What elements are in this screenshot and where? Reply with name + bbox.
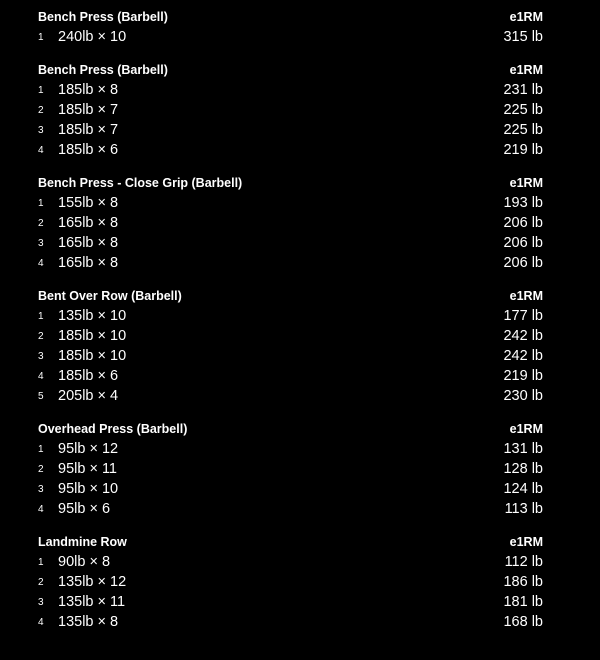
set-e1rm-value: 177 lb xyxy=(503,308,543,324)
set-e1rm-value: 225 lb xyxy=(503,102,543,118)
set-weight-reps: 185lb × 7 xyxy=(58,122,119,138)
set-number: 3 xyxy=(38,124,44,136)
exercise-name: Landmine Row xyxy=(38,535,127,549)
set-number: 1 xyxy=(38,197,44,209)
set-row xyxy=(38,233,543,253)
e1rm-column-label: e1RM xyxy=(509,422,543,436)
exercise-header xyxy=(38,286,543,306)
exercise-name: Bench Press (Barbell) xyxy=(38,63,168,77)
exercise-header xyxy=(38,60,543,80)
set-weight-reps: 185lb × 10 xyxy=(58,328,127,344)
set-row xyxy=(38,612,543,632)
e1rm-column-label: e1RM xyxy=(509,535,543,549)
set-row xyxy=(38,592,543,612)
set-row xyxy=(38,459,543,479)
set-weight-reps: 185lb × 6 xyxy=(58,142,119,158)
set-e1rm-value: 219 lb xyxy=(503,142,543,158)
set-weight-reps: 135lb × 11 xyxy=(58,594,126,610)
set-weight-reps: 185lb × 8 xyxy=(58,82,119,98)
e1rm-column-label: e1RM xyxy=(509,10,543,24)
set-weight-reps: 240lb × 10 xyxy=(58,29,127,45)
set-row xyxy=(38,193,543,213)
set-e1rm-value: 206 lb xyxy=(503,215,543,231)
set-number: 4 xyxy=(38,503,44,515)
set-e1rm-value: 128 lb xyxy=(503,461,543,477)
set-weight-reps: 185lb × 6 xyxy=(58,368,119,384)
set-number: 2 xyxy=(38,330,44,342)
set-weight-reps: 95lb × 10 xyxy=(58,481,119,497)
set-number: 3 xyxy=(38,237,44,249)
set-number: 4 xyxy=(38,257,44,269)
set-weight-reps: 165lb × 8 xyxy=(58,255,119,271)
set-number: 2 xyxy=(38,463,44,475)
exercise-name: Overhead Press (Barbell) xyxy=(38,422,188,436)
set-number: 4 xyxy=(38,370,44,382)
set-number: 1 xyxy=(38,84,44,96)
set-row xyxy=(38,439,543,459)
set-row xyxy=(38,100,543,120)
e1rm-column-label: e1RM xyxy=(509,176,543,190)
set-row xyxy=(38,572,543,592)
set-number: 1 xyxy=(38,31,44,43)
exercise-name: Bench Press - Close Grip (Barbell) xyxy=(38,176,243,190)
exercise-block xyxy=(38,286,543,406)
set-row xyxy=(38,386,543,406)
set-weight-reps: 185lb × 7 xyxy=(58,102,119,118)
set-row xyxy=(38,326,543,346)
exercise-block xyxy=(38,532,543,632)
set-e1rm-value: 112 lb xyxy=(504,554,543,570)
set-number: 3 xyxy=(38,596,44,608)
set-number: 2 xyxy=(38,217,44,229)
set-number: 1 xyxy=(38,443,44,455)
exercise-header xyxy=(38,7,543,27)
exercise-header xyxy=(38,532,543,552)
set-weight-reps: 95lb × 6 xyxy=(58,501,111,517)
set-e1rm-value: 113 lb xyxy=(504,501,543,517)
set-number: 4 xyxy=(38,616,44,628)
exercise-block xyxy=(38,419,543,519)
set-number: 3 xyxy=(38,350,44,362)
set-weight-reps: 135lb × 8 xyxy=(58,614,119,630)
set-row xyxy=(38,346,543,366)
set-row xyxy=(38,306,543,326)
set-e1rm-value: 242 lb xyxy=(503,328,543,344)
set-row xyxy=(38,479,543,499)
e1rm-column-label: e1RM xyxy=(509,63,543,77)
set-number: 2 xyxy=(38,576,44,588)
set-row xyxy=(38,366,543,386)
set-weight-reps: 95lb × 11 xyxy=(58,461,117,477)
set-e1rm-value: 186 lb xyxy=(503,574,543,590)
set-e1rm-value: 231 lb xyxy=(503,82,543,98)
set-e1rm-value: 230 lb xyxy=(503,388,543,404)
set-e1rm-value: 206 lb xyxy=(503,235,543,251)
set-e1rm-value: 206 lb xyxy=(503,255,543,271)
set-row xyxy=(38,499,543,519)
exercise-block xyxy=(38,7,543,47)
set-e1rm-value: 225 lb xyxy=(503,122,543,138)
set-e1rm-value: 181 lb xyxy=(503,594,543,610)
set-row xyxy=(38,253,543,273)
set-e1rm-value: 315 lb xyxy=(503,29,543,45)
set-row xyxy=(38,27,543,47)
set-row xyxy=(38,552,543,572)
set-weight-reps: 90lb × 8 xyxy=(58,554,111,570)
set-weight-reps: 135lb × 10 xyxy=(58,308,127,324)
set-weight-reps: 165lb × 8 xyxy=(58,235,119,251)
exercise-block xyxy=(38,173,543,273)
set-row xyxy=(38,120,543,140)
exercise-header xyxy=(38,173,543,193)
set-number: 5 xyxy=(38,390,44,402)
set-e1rm-value: 131 lb xyxy=(503,441,543,457)
exercise-name: Bench Press (Barbell) xyxy=(38,10,168,24)
workout-sets-list xyxy=(0,7,600,660)
set-weight-reps: 155lb × 8 xyxy=(58,195,119,211)
set-row xyxy=(38,80,543,100)
set-e1rm-value: 219 lb xyxy=(503,368,543,384)
exercise-block xyxy=(38,60,543,160)
set-e1rm-value: 242 lb xyxy=(503,348,543,364)
set-weight-reps: 185lb × 10 xyxy=(58,348,127,364)
set-number: 1 xyxy=(38,556,44,568)
set-row xyxy=(38,140,543,160)
set-e1rm-value: 193 lb xyxy=(503,195,543,211)
exercise-name: Bent Over Row (Barbell) xyxy=(38,289,182,303)
set-weight-reps: 135lb × 12 xyxy=(58,574,127,590)
exercise-header xyxy=(38,419,543,439)
set-row xyxy=(38,213,543,233)
set-weight-reps: 95lb × 12 xyxy=(58,441,119,457)
set-weight-reps: 205lb × 4 xyxy=(58,388,119,404)
set-number: 1 xyxy=(38,310,44,322)
set-e1rm-value: 168 lb xyxy=(503,614,543,630)
set-number: 2 xyxy=(38,104,44,116)
set-number: 3 xyxy=(38,483,44,495)
set-weight-reps: 165lb × 8 xyxy=(58,215,119,231)
e1rm-column-label: e1RM xyxy=(509,289,543,303)
set-number: 4 xyxy=(38,144,44,156)
set-e1rm-value: 124 lb xyxy=(503,481,543,497)
